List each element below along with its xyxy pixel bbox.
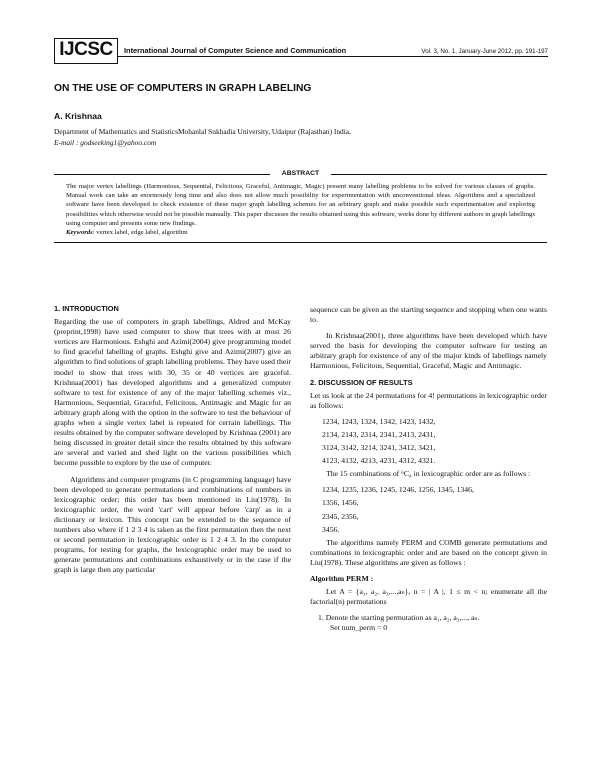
keywords-label: Keywords	[66, 229, 93, 236]
algorithm-line: Let A = {a₁, a₂, a₃,...,aₙ}, n = | A |, 1 ≤ m < n; enumerate all the factorial(n) permutations	[310, 587, 547, 607]
paragraph: Let us look at the 24 permutations for 4! permutations in lexicographic order as follows:	[310, 390, 547, 410]
left-column	[54, 304, 291, 581]
paragraph: The 15 combinations of ⁶C₄ in lexicographic order are as follows :	[326, 469, 531, 479]
volume-info: Vol. 3, No. 1, January-June 2012, pp. 191-197	[421, 48, 548, 55]
abstract-box	[54, 170, 547, 245]
paragraph: The algorithms namely PERM and COMB generate permutations and combinations in lexicographic order and are based on the concept given in Liu(1978). These algorithms are given as follows :	[310, 537, 547, 567]
list-item: 3456.	[322, 524, 340, 534]
author-name: A. Krishnaa	[54, 111, 102, 121]
abstract-keywords	[66, 229, 188, 236]
section-heading-introduction: 1. INTRODUCTION	[54, 304, 119, 313]
keywords-text: : vertex label, edge label, algorithm	[92, 229, 188, 236]
journal-logo: IJCSC	[54, 38, 118, 64]
section-heading-discussion: 2. DISCUSSION OF RESULTS	[310, 377, 413, 387]
combination-list	[322, 485, 547, 534]
algorithm-step: 1. Denote the starting permutation as a₁, a₂, a₃,..., aₙ.	[318, 613, 480, 623]
author-email: E-mail : godseeking1@yahoo.com	[54, 138, 157, 147]
algorithm-heading: Algorithm PERM :	[310, 573, 374, 583]
list-item: 4123, 4132, 4213, 4231, 4312, 4321.	[322, 456, 436, 466]
journal-name: International Journal of Computer Science and Communication	[124, 46, 347, 55]
header-rule	[118, 56, 548, 57]
list-item: 1356, 1456,	[322, 498, 359, 508]
author-affiliation: Department of Mathematics and StatisticsMohanlal Sukhadia University, Udaipur (Rajasthan) India,	[54, 127, 351, 136]
list-item: 1234, 1235, 1236, 1245, 1246, 1256, 1345, 1346,	[322, 485, 474, 495]
abstract-body: The major vertex labellings (Harmonious, Sequential, Felicitous, Graceful, Antimagic, Magic) present many labelling problems to be solved for various classes of graphs. Manual work can take an enormously long time and also does not allow much possibility for experimentation with unconventional ideas. Algorithms and a specialized software have been developed to check existence of these major graph labelling schemes for an arbitrary graph and make possible such experimentation and exploring possibilities which otherwise would not be possible manually. This paper discusses the results obtained using this software, works done by different authors in graph labellings using computer and presents some new findings.	[66, 183, 535, 227]
paragraph: In Krishnaa(2001), three algorithms have been developed which have served the basis for developing the computer software for testing an arbitrary graph for existence of any of the major kinds of labellings namely Harmonious, Felicitous, Sequential, Graceful, Magic and Antimagic.	[310, 331, 547, 371]
journal-header	[54, 38, 548, 64]
abstract-heading: ABSTRACT	[281, 170, 320, 177]
right-column	[310, 305, 547, 633]
paragraph: Regarding the use of computers in graph labellings, Aldred and McKay (preprint,1998) have used computer to show that trees with at most 26 vertices are Harmonious. Eshghi and Azimi(2004) give programming model to find graceful labelling of graphs. Eshghi give and Azimi(2007) give an algorithm to find solutions of graph labelling problems. They have used their model to show that trees with 30, 35 or 40 vertices are graceful. Krishnaa(2001) has developed algorithms and a generalized computer software to test for existence of any of the major labelling schemes viz., Harmonious, Sequential, Graceful, Felicitous, Antimagic and Magic for an arbitrary graph along with the option in the software to test the behaviour of graphs when a single vertex label is repeated for cerrain labellings. The results obtained by the computer software developed by Krishnaa (2001) are being discussed in greater detail since the results obtained by this software are several and varied and shed light on the various possibilities which become possible to explore by the use of computer.	[54, 317, 291, 468]
list-item: 2134, 2143, 2314, 2341, 2413, 2431,	[322, 429, 436, 439]
permutation-list	[322, 417, 547, 466]
list-item: 3124, 3142, 3214, 3241, 3412, 3421,	[322, 443, 436, 453]
list-item: 2345, 2356,	[322, 511, 359, 521]
paragraph: sequence can be given as the starting sequence and stopping when one wants to.	[310, 305, 547, 325]
abstract-rule	[54, 242, 547, 243]
paragraph: Algorithms and computer programs (in C programming language) have been developed to generate permutations and combinations of numbers in lexicographic order; this order has been mentioned in Liu(1978). In lexicographic order, the word 'cart' will appear before 'carp' as in a dictionary or lexicon. This concept can be extended to the sequence of numbers also where if 1 2 3 4 is taken as the first permutation then the next or second permutation in lexicographic order is 1 2 4 3. In the computer programs, for testing for graphs, the lexicographic order may be used to generate permutations and combinations exhaustively or in the case if the graph is large then any particular	[54, 474, 291, 575]
algorithm-step: Set num_perm = 0	[330, 623, 388, 633]
list-item: 1234, 1243, 1324, 1342, 1423, 1432,	[322, 416, 436, 426]
paper-title: ON THE USE OF COMPUTERS IN GRAPH LABELING	[54, 83, 312, 94]
